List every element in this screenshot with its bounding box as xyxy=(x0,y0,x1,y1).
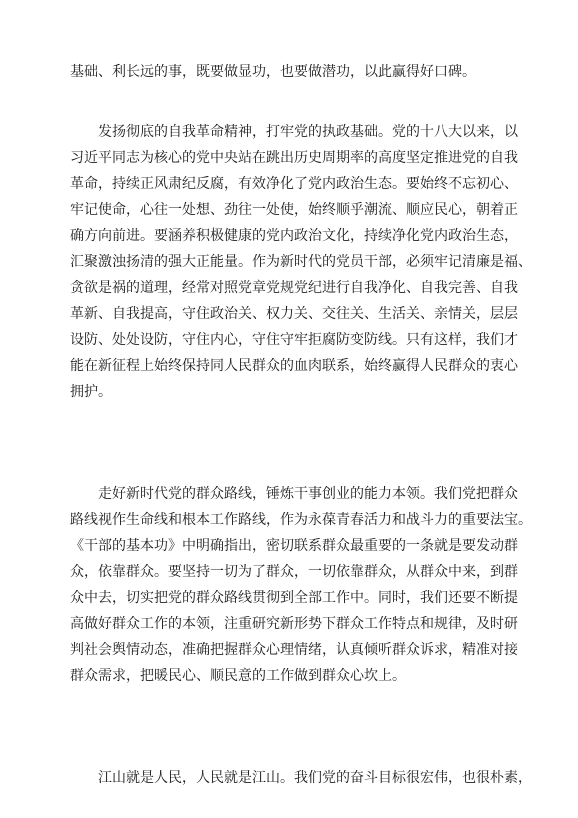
paragraph-line: 发扬彻底的自我革命精神，打牢党的执政基础。党的十八大以来，以 xyxy=(98,124,518,140)
paragraph-line: 江山就是人民，人民就是江山。我们党的奋斗目标很宏伟，也很朴素， xyxy=(98,770,532,786)
paragraph-line: 拥护。 xyxy=(70,384,112,400)
paragraph-line: 设防、处处设防，守住内心，守住守牢拒腐防变防线。只有这样，我们才 xyxy=(70,332,518,348)
paragraph-line: 走好新时代党的群众路线，锤炼干事创业的能力本领。我们党把群众 xyxy=(98,486,518,502)
paragraph-line: 《干部的基本功》中明确指出，密切联系群众最重要的一条就是要发动群 xyxy=(70,538,518,554)
paragraph-line: 贪欲是祸的道理，经常对照党章党规党纪进行自我净化、自我完善、自我 xyxy=(70,280,518,296)
paragraph-line: 习近平同志为核心的党中央站在跳出历史周期率的高度坚定推进党的自我 xyxy=(70,150,518,166)
paragraph-line: 群众需求，把暖民心、顺民意的工作做到群众心坎上。 xyxy=(70,668,406,684)
paragraph-line: 革命，持续正风肃纪反腐，有效净化了党内政治生态。要始终不忘初心、 xyxy=(70,176,518,192)
paragraph-line: 基础、利长远的事，既要做显功，也要做潜功，以此赢得好口碑。 xyxy=(70,64,476,80)
paragraph-line: 判社会舆情动态，准确把握群众心理情绪，认真倾听群众诉求，精准对接 xyxy=(70,642,518,658)
paragraph-line: 众中去，切实把党的群众路线贯彻到全部工作中。同时，我们还要不断提 xyxy=(70,590,518,606)
paragraph-line: 路线视作生命线和根本工作路线，作为永葆青春活力和战斗力的重要法宝。 xyxy=(70,512,532,528)
paragraph-line: 革新、自我提高，守住政治关、权力关、交往关、生活关、亲情关，层层 xyxy=(70,306,518,322)
paragraph-line: 众，依靠群众。要坚持一切为了群众，一切依靠群众，从群众中来，到群 xyxy=(70,564,518,580)
paragraph-line: 汇聚激浊扬清的强大正能量。作为新时代的党员干部，必须牢记清廉是福、 xyxy=(70,254,532,270)
paragraph-line: 确方向前进。要涵养积极健康的党内政治文化，持续净化党内政治生态， xyxy=(70,228,518,244)
paragraph-line: 高做好群众工作的本领，注重研究新形势下群众工作特点和规律，及时研 xyxy=(70,616,518,632)
paragraph-line: 能在新征程上始终保持同人民群众的血肉联系，始终赢得人民群众的衷心 xyxy=(70,358,518,374)
paragraph-line: 牢记使命，心往一处想、劲往一处使，始终顺乎潮流、顺应民心，朝着正 xyxy=(70,202,518,218)
